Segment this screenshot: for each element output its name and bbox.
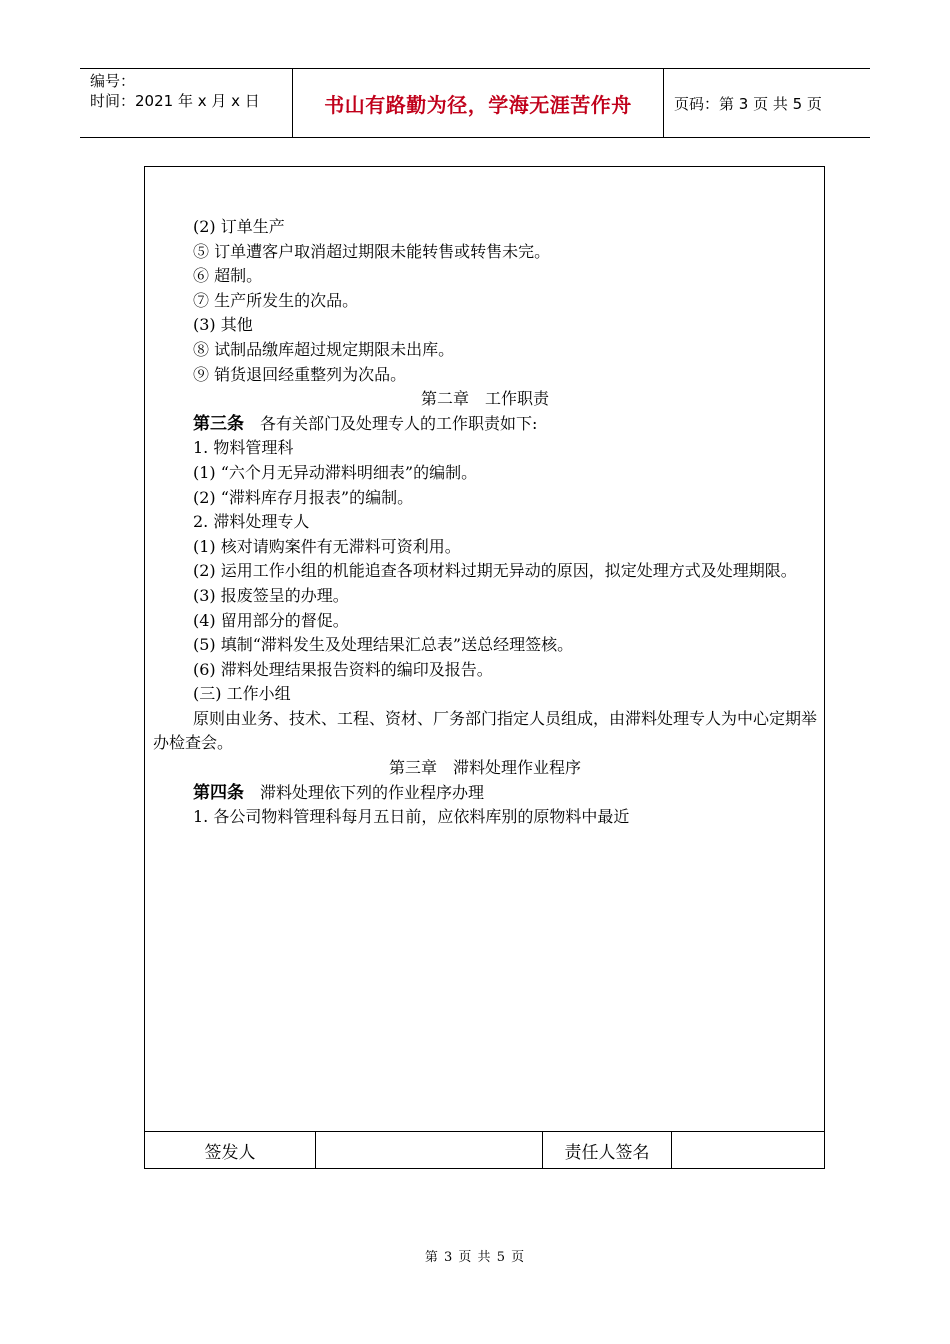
header-meta <box>80 69 293 137</box>
list-item: (6) 滞料处理结果报告资料的编印及报告。 <box>193 659 493 679</box>
section-paragraph: 原则由业务、技术、工程、资材、厂务部门指定人员组成，由滞料处理专人为中心定期举办检查会。 <box>153 708 818 753</box>
section-heading: 2. 滞料处理专人 <box>193 512 310 532</box>
signature-row <box>145 1131 824 1168</box>
document-body <box>153 215 817 830</box>
article-3 <box>153 412 817 437</box>
list-item: (5) 填制“滞料发生及处理结果汇总表”送总经理签核。 <box>193 635 574 655</box>
section-heading: (三) 工作小组 <box>193 684 291 704</box>
responsible-label: 责任人签名 <box>543 1132 672 1168</box>
document-date-label: 时间：2021 年 x 月 x 日 <box>90 92 260 110</box>
body-line: (3) 其他 <box>193 315 253 335</box>
issuer-signature-field[interactable] <box>316 1132 543 1168</box>
issuer-label: 签发人 <box>145 1132 316 1168</box>
body-line: ⑧ 试制品缴库超过规定期限未出库。 <box>193 339 455 359</box>
article-text: 各有关部门及处理专人的工作职责如下: <box>244 413 538 433</box>
chapter-heading: 第三章 滞料处理作业程序 <box>388 758 581 778</box>
body-line: (2) 订单生产 <box>193 217 285 236</box>
list-item-paragraph: (2) 运用工作小组的机能追查各项材料过期无异动的原因，拟定处理方式及处理期限。 <box>193 561 797 581</box>
body-line: ⑥ 超制。 <box>193 266 263 286</box>
article-label: 第四条 <box>193 782 244 803</box>
body-line: ⑦ 生产所发生的次品。 <box>193 290 359 310</box>
list-item: (1) “六个月无异动滞料明细表”的编制。 <box>193 462 478 482</box>
list-item: (2) “滞料库存月报表”的编制。 <box>193 487 414 507</box>
list-item: (3) 报废签呈的办理。 <box>193 585 349 605</box>
list-item: (1) 核对请购案件有无滞料可资利用。 <box>193 536 461 556</box>
document-number-label: 编号： <box>90 72 136 90</box>
body-line: 1. 各公司物料管理科每月五日前，应依料库别的原物料中最近 <box>193 807 630 827</box>
page-footer: 第 3 页 共 5 页 <box>424 1250 526 1265</box>
body-line: ⑤ 订单遭客户取消超过期限未能转售或转售未完。 <box>193 241 551 261</box>
article-4 <box>153 781 817 806</box>
body-line: ⑨ 销货退回经重整列为次品。 <box>193 364 407 384</box>
article-label: 第三条 <box>193 413 244 434</box>
responsible-signature-field[interactable] <box>672 1132 824 1168</box>
list-item: (4) 留用部分的督促。 <box>193 610 349 630</box>
header-motto: 书山有路勤为径，学海无涯苦作舟 <box>293 69 664 137</box>
chapter-heading: 第二章 工作职责 <box>420 389 549 409</box>
header-page-label: 页码：第 3 页 共 5 页 <box>674 94 822 113</box>
section-heading: 1. 物料管理科 <box>193 438 294 458</box>
article-text: 滞料处理依下列的作业程序办理 <box>244 782 485 802</box>
document-header <box>80 68 870 138</box>
content-frame <box>144 166 825 1169</box>
